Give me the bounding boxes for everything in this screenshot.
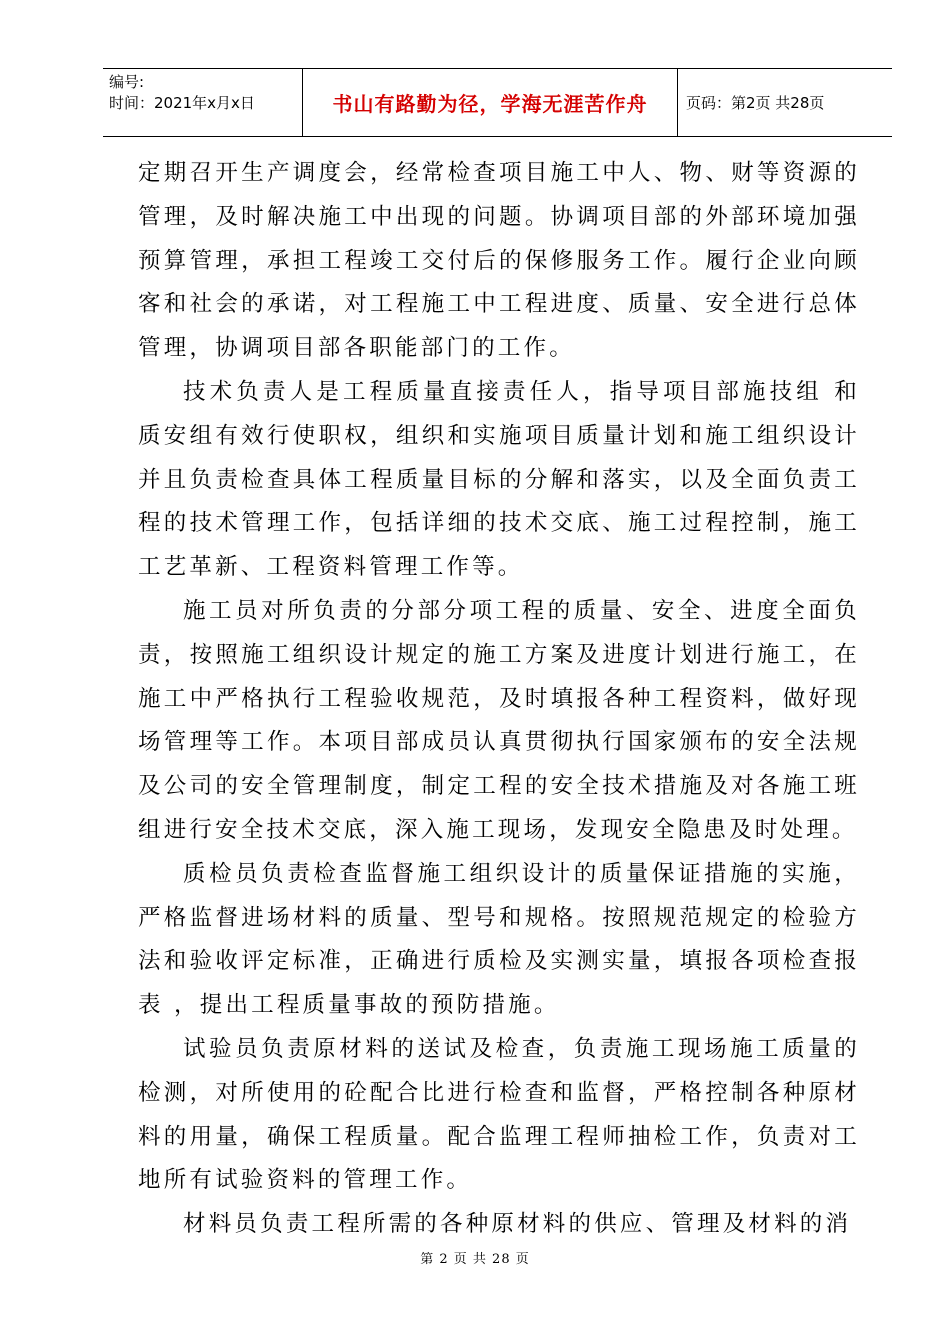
paragraph: 定期召开生产调度会，经常检查项目施工中人、物、财等资源的管理，及时解决施工中出现的问题。协调项目部的外部环境加强预算管理，承担工程竣工交付后的保修服务工作。履行企业向顾客和社会的承诺，对工程施工中工程进度、质量、安全进行总体管理，协调项目部各职能部门的工作。	[138, 160, 860, 362]
number-label: 编号:	[109, 73, 145, 91]
header-meta	[103, 69, 303, 136]
time-label: 时间：2021年x月x日	[109, 94, 255, 112]
paragraph: 试验员负责原材料的送试及检查，负责施工现场施工质量的检测，对所使用的砼配合比进行检查和监督，严格控制各种原材料的用量，确保工程质量。配合监理工程师抽检工作，负责对工地所有试验资料的管理工作。	[138, 1035, 860, 1194]
page-header	[103, 68, 892, 137]
paragraph: 质检员负责检查监督施工组织设计的质量保证措施的实施，严格监督进场材料的质量、型号和规格。按照规范规定的检验方法和验收评定标准，正确进行质检及实测实量，填报各项检查报表 ，提出工程质量事故的预防措施。	[138, 860, 860, 1019]
document-body	[138, 152, 860, 1247]
paragraph: 材料员负责工程所需的各种原材料的供应、管理及材料的消	[183, 1211, 852, 1238]
header-page-code: 页码：第2页 共28页	[686, 94, 825, 112]
paragraph: 技术负责人是工程质量直接责任人，指导项目部施技组 和质安组有效行使职权，组织和实施项目质量计划和施工组织设计并且负责检查具体工程质量目标的分解和落实，以及全面负责工程的技术管理工作，包括详细的技术交底、施工过程控制，施工工艺革新、工程资料管理工作等。	[138, 378, 860, 581]
page-footer: 第 2 页 共 28 页	[420, 1252, 530, 1267]
header-motto: 书山有路勤为径，学海无涯苦作舟	[303, 69, 678, 136]
paragraph: 施工员对所负责的分部分项工程的质量、安全、进度全面负责，按照施工组织设计规定的施工方案及进度计划进行施工，在施工中严格执行工程验收规范，及时填报各种工程资料，做好现场管理等工作。本项目部成员认真贯彻执行国家颁布的安全法规及公司的安全管理制度，制定工程的安全技术措施及对各施工班组进行安全技术交底，深入施工现场，发现安全隐患及时处理。	[138, 597, 860, 843]
